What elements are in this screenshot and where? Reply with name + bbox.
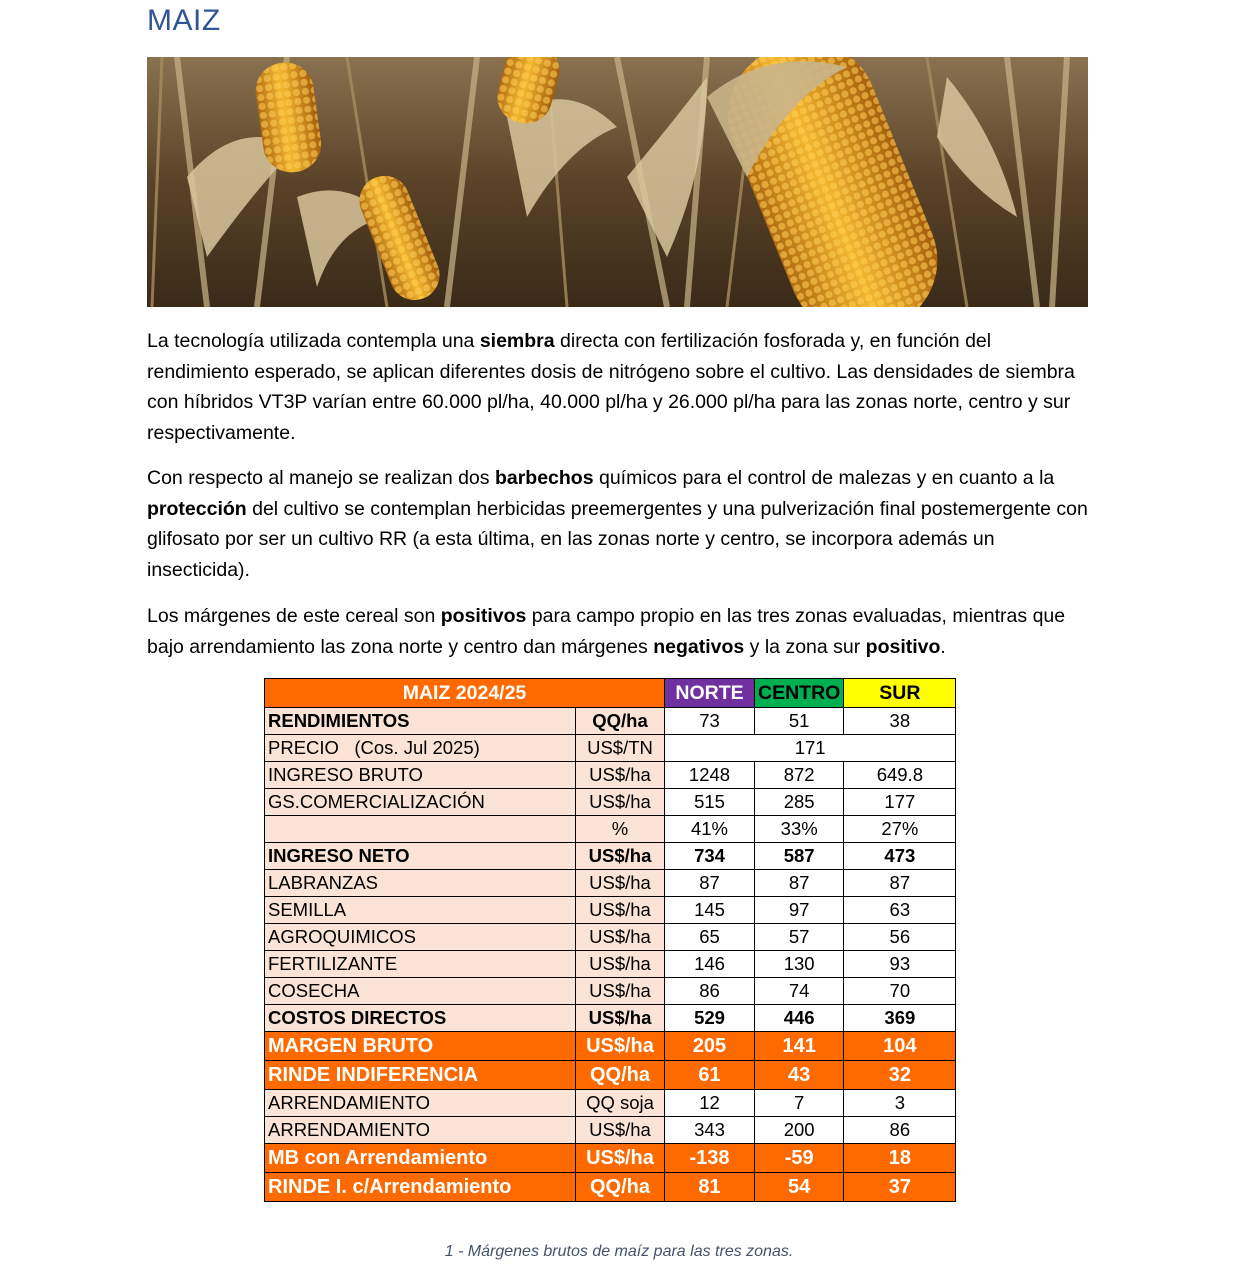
value-norte: -138: [665, 1144, 755, 1173]
table-row: [265, 1032, 956, 1061]
paragraph-text: La tecnología utilizada contempla una: [147, 330, 480, 352]
table-row: [265, 816, 956, 843]
value-norte: 515: [665, 789, 755, 816]
row-label: RINDE I. c/Arrendamiento: [265, 1173, 576, 1202]
value-centro: 87: [755, 870, 844, 897]
value-centro: 285: [755, 789, 844, 816]
row-label: RINDE INDIFERENCIA: [265, 1061, 576, 1090]
table-header-row: [265, 679, 956, 708]
value-sur: 3: [844, 1090, 956, 1117]
row-unit: US$/ha: [576, 1144, 665, 1173]
value-centro: 43: [755, 1061, 844, 1090]
row-label: INGRESO BRUTO: [265, 762, 576, 789]
value-centro: 57: [755, 924, 844, 951]
paragraph-text: Con respecto al manejo se realizan dos: [147, 467, 495, 489]
value-sur: 38: [844, 708, 956, 735]
zone-sur-header: SUR: [844, 679, 956, 708]
row-label: ARRENDAMIENTO: [265, 1117, 576, 1144]
value-norte: 343: [665, 1117, 755, 1144]
table-row: [265, 1090, 956, 1117]
value-norte: 87: [665, 870, 755, 897]
row-label: COSTOS DIRECTOS: [265, 1005, 576, 1032]
value-centro: 97: [755, 897, 844, 924]
value-sur: 177: [844, 789, 956, 816]
row-label: AGROQUIMICOS: [265, 924, 576, 951]
value-centro: 33%: [755, 816, 844, 843]
value-sur: 86: [844, 1117, 956, 1144]
emphasis-text: positivo: [865, 635, 941, 658]
row-label: RENDIMIENTOS: [265, 708, 576, 735]
table-row: [265, 924, 956, 951]
paragraph-text: Los márgenes de este cereal son: [147, 605, 441, 627]
value-norte: 12: [665, 1090, 755, 1117]
row-unit: US$/ha: [576, 1117, 665, 1144]
emphasis-text: barbechos: [494, 467, 594, 489]
value-sur: 63: [844, 897, 956, 924]
value-sur: 104: [844, 1032, 956, 1061]
value-centro: 7: [755, 1090, 844, 1117]
row-label: GS.COMERCIALIZACIÓN: [265, 789, 576, 816]
row-label: MB con Arrendamiento: [265, 1144, 576, 1173]
value-sur: 70: [844, 978, 956, 1005]
table-row: [265, 870, 956, 897]
row-unit: %: [576, 816, 665, 843]
paragraph-text: .: [940, 635, 946, 658]
row-unit: US$/ha: [576, 789, 665, 816]
value-centro: 54: [755, 1173, 844, 1202]
value-sur: 37: [844, 1173, 956, 1202]
row-label: MARGEN BRUTO: [265, 1032, 576, 1061]
value-norte: 81: [665, 1173, 755, 1202]
paragraph-manejo: [147, 463, 1092, 585]
paragraph-siembra: [147, 326, 1092, 448]
value-norte: 205: [665, 1032, 755, 1061]
row-unit: QQ soja: [576, 1090, 665, 1117]
paragraph-margenes: [147, 601, 1092, 662]
table-caption: 1 - Márgenes brutos de maíz para las tres zonas.: [444, 1243, 794, 1260]
table-row: [265, 1061, 956, 1090]
value-sur: 56: [844, 924, 956, 951]
value-norte: 65: [665, 924, 755, 951]
row-label: PRECIO (Cos. Jul 2025): [265, 735, 576, 762]
table-title: MAIZ 2024/25: [265, 679, 665, 708]
value-norte: 146: [665, 951, 755, 978]
value-norte: 734: [665, 843, 755, 870]
value-centro: 872: [755, 762, 844, 789]
paragraph-text: del cultivo se contemplan herbicidas preemergentes y una pulverización final postemergente con glifosato por ser un cultivo RR (a esta última, en las zonas norte y centro, se incorpora además un insecticida).: [147, 497, 1088, 581]
value-norte: 529: [665, 1005, 755, 1032]
row-label: INGRESO NETO: [265, 843, 576, 870]
table-row: [265, 789, 956, 816]
paragraph-text: directa con fertilización fosforada y, en función del rendimiento esperado, se aplican diferentes dosis de nitrógeno sobre el cultivo. Las densidades de siembra con híbridos VT3P varían entre 60.000 pl/ha, 40.000 pl/ha y 26.000 pl/ha para las zonas norte, centro y sur respectivamente.: [147, 330, 1075, 444]
table-row: [265, 951, 956, 978]
row-unit: US$/ha: [576, 843, 665, 870]
table-row: [265, 843, 956, 870]
table-row: [265, 708, 956, 735]
value-centro: 200: [755, 1117, 844, 1144]
row-unit: US$/TN: [576, 735, 665, 762]
row-unit: US$/ha: [576, 1032, 665, 1061]
corn-illustration: [147, 57, 1088, 307]
row-unit: QQ/ha: [576, 708, 665, 735]
value-norte: 86: [665, 978, 755, 1005]
value-sur: 87: [844, 870, 956, 897]
value-sur: 18: [844, 1144, 956, 1173]
row-unit: US$/ha: [576, 1005, 665, 1032]
value-norte: 73: [665, 708, 755, 735]
value-centro: 74: [755, 978, 844, 1005]
table-row: [265, 735, 956, 762]
row-label: COSECHA: [265, 978, 576, 1005]
row-label: FERTILIZANTE: [265, 951, 576, 978]
row-label: SEMILLA: [265, 897, 576, 924]
row-unit: US$/ha: [576, 978, 665, 1005]
paragraph-text: y la zona sur: [744, 635, 866, 658]
row-unit: QQ/ha: [576, 1061, 665, 1090]
row-unit: US$/ha: [576, 924, 665, 951]
table-row: [265, 978, 956, 1005]
value-norte: 41%: [665, 816, 755, 843]
page-title: MAIZ: [147, 4, 221, 37]
value-norte: 61: [665, 1061, 755, 1090]
value-sur: 369: [844, 1005, 956, 1032]
zone-norte-header: NORTE: [665, 679, 755, 708]
table-row: [265, 1117, 956, 1144]
paragraph-text: químicos para el control de malezas y en cuanto a la: [593, 467, 1055, 489]
value-norte: 145: [665, 897, 755, 924]
table-row: [265, 897, 956, 924]
price-value: 171: [665, 735, 956, 762]
zone-centro-header: CENTRO: [755, 679, 844, 708]
emphasis-text: protección: [147, 497, 247, 520]
row-unit: US$/ha: [576, 897, 665, 924]
row-unit: US$/ha: [576, 762, 665, 789]
row-label: [265, 816, 576, 843]
value-centro: 51: [755, 708, 844, 735]
table-row: [265, 1173, 956, 1202]
value-centro: 130: [755, 951, 844, 978]
row-label: ARRENDAMIENTO: [265, 1090, 576, 1117]
value-centro: 446: [755, 1005, 844, 1032]
table-row: [265, 1005, 956, 1032]
value-sur: 473: [844, 843, 956, 870]
row-unit: QQ/ha: [576, 1173, 665, 1202]
value-sur: 649.8: [844, 762, 956, 789]
value-centro: -59: [755, 1144, 844, 1173]
corn-photo: [147, 57, 1088, 307]
paragraph-text: para campo propio en las tres zonas evaluadas, mientras que bajo arrendamiento las zona norte y centro dan márgenes: [147, 605, 1066, 658]
row-unit: US$/ha: [576, 870, 665, 897]
value-centro: 587: [755, 843, 844, 870]
emphasis-text: positivos: [440, 605, 527, 627]
margins-table: [264, 678, 956, 1202]
value-centro: 141: [755, 1032, 844, 1061]
row-label: LABRANZAS: [265, 870, 576, 897]
value-norte: 1248: [665, 762, 755, 789]
emphasis-text: siembra: [479, 330, 555, 352]
row-unit: US$/ha: [576, 951, 665, 978]
value-sur: 27%: [844, 816, 956, 843]
value-sur: 93: [844, 951, 956, 978]
table-row: [265, 762, 956, 789]
emphasis-text: negativos: [653, 635, 745, 658]
table-row: [265, 1144, 956, 1173]
value-sur: 32: [844, 1061, 956, 1090]
